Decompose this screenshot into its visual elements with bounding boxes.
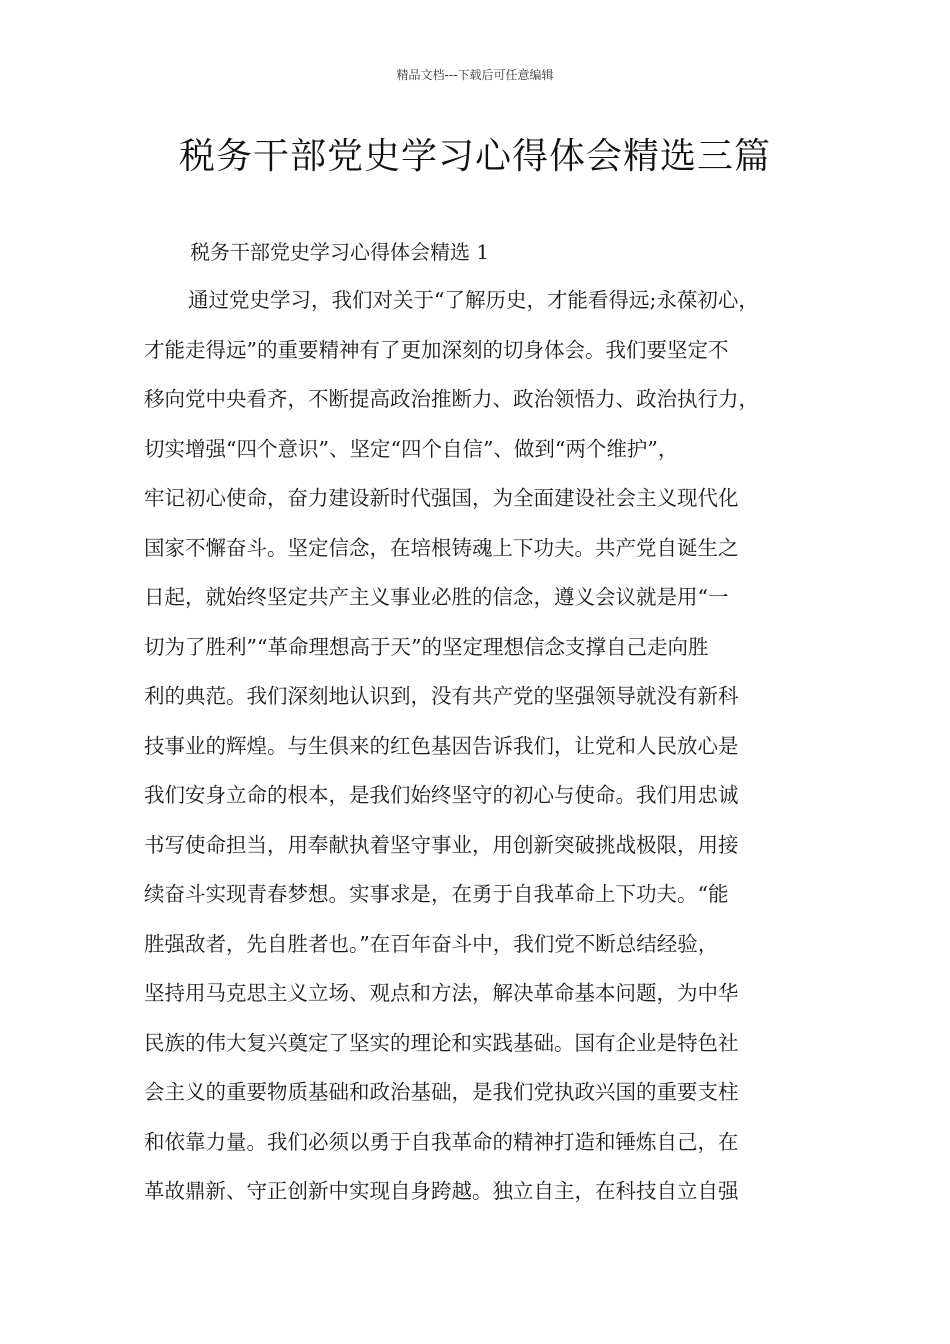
paragraph-line: 书写使命担当，用奉献执着坚守事业，用创新突破挑战极限，用接 [144, 832, 739, 857]
paragraph-line: 牢记初心使命，奋力建设新时代强国，为全面建设社会主义现代化 [144, 486, 739, 510]
paragraph-line: 利的典范。我们深刻地认识到，没有共产党的坚强领导就没有新科 [144, 684, 739, 708]
paragraph-line: 我们安身立命的根本，是我们始终坚守的初心与使命。我们用忠诚 [144, 783, 739, 807]
paragraph-line: 切为了胜利”“革命理想高于天”的坚定理想信念支撑自己走向胜 [144, 634, 709, 659]
document-title: 税务干部党史学习心得体会精选三篇 [178, 136, 771, 177]
body-paragraph [144, 276, 812, 1217]
paragraph-line: 国家不懈奋斗。坚定信念，在培根铸魂上下功夫。共产党自诞生之 [144, 535, 739, 560]
paragraph-line: 日起，就始终坚定共产主义事业必胜的信念，遵义会议就是用“一 [144, 585, 729, 609]
paragraph-line: 和依靠力量。我们必须以勇于自我革命的精神打造和锤炼自己，在 [144, 1129, 739, 1154]
paragraph-line: 切实增强“四个意识”、坚定“四个自信”、做到“两个维护”， [144, 436, 679, 461]
paragraph-line: 革故鼎新、守正创新中实现自身跨越。独立自主，在科技自立自强 [144, 1179, 739, 1203]
header-note: 精品文档---下载后可任意编辑 [396, 68, 554, 82]
paragraph-line: 胜强敌者，先自胜者也。”在百年奋斗中，我们党不断总结经验， [144, 931, 719, 956]
paragraph-line: 坚持用马克思主义立场、观点和方法，解决革命基本问题，为中华 [144, 981, 739, 1005]
paragraph-line: 才能走得远”的重要精神有了更加深刻的切身体会。我们要坚定不 [144, 337, 729, 362]
paragraph-line: 技事业的辉煌。与生俱来的红色基因告诉我们，让党和人民放心是 [144, 733, 739, 758]
paragraph-line: 民族的伟大复兴奠定了坚实的理论和实践基础。国有企业是特色社 [144, 1030, 739, 1055]
paragraph-line: 续奋斗实现青春梦想。实事求是，在勇于自我革命上下功夫。“能 [144, 882, 729, 906]
section-heading: 税务干部党史学习心得体会精选 1 [190, 240, 490, 264]
paragraph-line: 通过党史学习，我们对关于“了解历史，才能看得远;永葆初心， [188, 288, 759, 312]
paragraph-line: 移向党中央看齐，不断提高政治推断力、政治领悟力、政治执行力， [144, 387, 759, 411]
paragraph-line: 会主义的重要物质基础和政治基础，是我们党执政兴国的重要支柱 [144, 1080, 739, 1104]
